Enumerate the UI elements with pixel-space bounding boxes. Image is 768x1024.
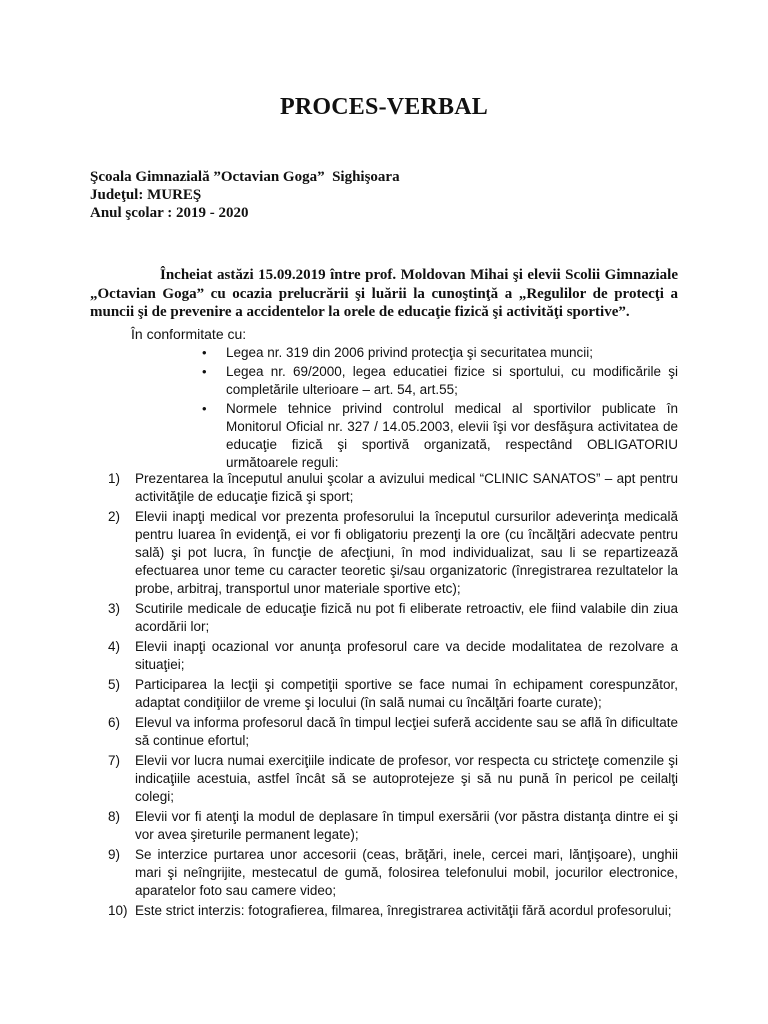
rule-number: 6) [108,715,121,730]
school-name: Şcoala Gimnazială ”Octavian Goga” Sighişoara [90,169,400,185]
rule-number: 10) [108,903,128,918]
rule-text: Elevii vor lucra numai exerciţiile indicate de profesor, vor respecta cu stricteţe comenzile şi indicaţiile acestuia, astfel încât să se autoprotejeze şi să nu pună în pericol pe ceilalţi colegi; [135,753,678,804]
rule-number: 3) [108,601,121,616]
bullet-icon: • [202,401,207,416]
bullet-text: Legea nr. 69/2000, legea educatiei fizice si sportului, cu modificările şi completările ulterioare – art. 54, art.55; [226,364,678,397]
list-item [108,470,678,506]
bullet-icon: • [202,345,207,360]
list-item [108,902,678,920]
list-item [202,344,678,362]
school-year-line: Anul şcolar : 2019 - 2020 [90,205,249,221]
conformity-label: În conformitate cu: [131,326,247,342]
list-item [108,714,678,750]
rule-number: 1) [108,471,121,486]
rule-text: Este strict interzis: fotografierea, filmarea, înregistrarea activităţii fără acordul profesorului; [135,903,672,918]
county-line: Judeţul: MUREŞ [90,187,202,203]
list-item [202,400,678,472]
rule-text: Elevii vor fi atenţi la modul de deplasare în timpul exersării (vor păstra distanţa dintre ei şi vor avea şireturile permanent legate); [135,809,678,842]
school-header [90,168,400,222]
rule-text: Se interzice purtarea unor accesorii (ceas, brăţări, inele, cercei mari, lănţişoare), unghii mari şi neîngrijite, mestecatul de gumă, folosirea telefonului mobil, jocurilor electronice, aparatelor foto sau camere video; [135,847,678,898]
rule-text: Prezentarea la începutul anului şcolar a avizului medical “CLINIC SANATOS” – apt pentru activităţile de educaţie fizică şi sport; [135,471,678,504]
rule-number: 9) [108,847,121,862]
list-item [108,638,678,674]
document-title: PROCES-VERBAL [280,94,488,120]
intro-paragraph: Încheiat astăzi 15.09.2019 între prof. Moldovan Mihai şi elevii Scolii Gimnaziale „Octavian Goga” cu ocazia prelucrării şi luării la cunoştinţă a „Regulilor de protecţi a muncii şi de prevenire a accidentelor la orele de educaţie fizică şi activităţi sportive”. [90,267,678,321]
rule-text: Elevii inapţi medical vor prezenta profesorului la începutul cursurilor adeverinţa medicală pentru luarea în evidenţă, ei vor fi obligatoriu prezenţi la ore (cu încălţări adecvate pentru sală) şi pot lucra, în funcţie de afecţiuni, în mod individualizat, sau li se repartizează efectuarea unor teme cu caracter teoretic şi/sau organizatoric (înregistrarea rezultatelor la probe, arbitraj, transportul unor materiale sportive etc); [135,509,678,596]
list-item [108,508,678,598]
rules-list [0,470,768,922]
list-item [108,846,678,900]
rule-number: 2) [108,509,121,524]
list-item [202,363,678,399]
rule-text: Elevul va informa profesorul dacă în timpul lecţiei suferă accidente sau se află în dificultate să continue efortul; [135,715,678,748]
rule-number: 8) [108,809,121,824]
rule-text: Participarea la lecţii şi competiţii sportive se face numai în echipament corespunzător, adaptat condiţiilor de vreme şi locului (în sală numai cu încălţări foarte curate); [135,677,678,710]
bullet-text: Legea nr. 319 din 2006 privind protecţia şi securitatea muncii; [226,345,593,360]
list-item [108,600,678,636]
rule-number: 5) [108,677,121,692]
list-item [108,752,678,806]
rule-text: Elevii inapţi ocazional vor anunţa profesorul care va decide modalitatea de rezolvare a situaţiei; [135,639,678,672]
rule-number: 4) [108,639,121,654]
bullet-text: Normele tehnice privind controlul medical al sportivilor publicate în Monitorul Oficial nr. 327 / 14.05.2003, elevii îşi vor desfăşura activitatea de educaţie fizică şi sportivă organizată, respectând OBLIGATORIU următoarele reguli: [226,401,678,470]
legal-references-list [0,344,768,473]
rule-number: 7) [108,753,121,768]
list-item [108,808,678,844]
bullet-icon: • [202,364,207,379]
list-item [108,676,678,712]
rule-text: Scutirile medicale de educaţie fizică nu pot fi eliberate retroactiv, ele fiind valabile din ziua acordării lor; [135,601,678,634]
